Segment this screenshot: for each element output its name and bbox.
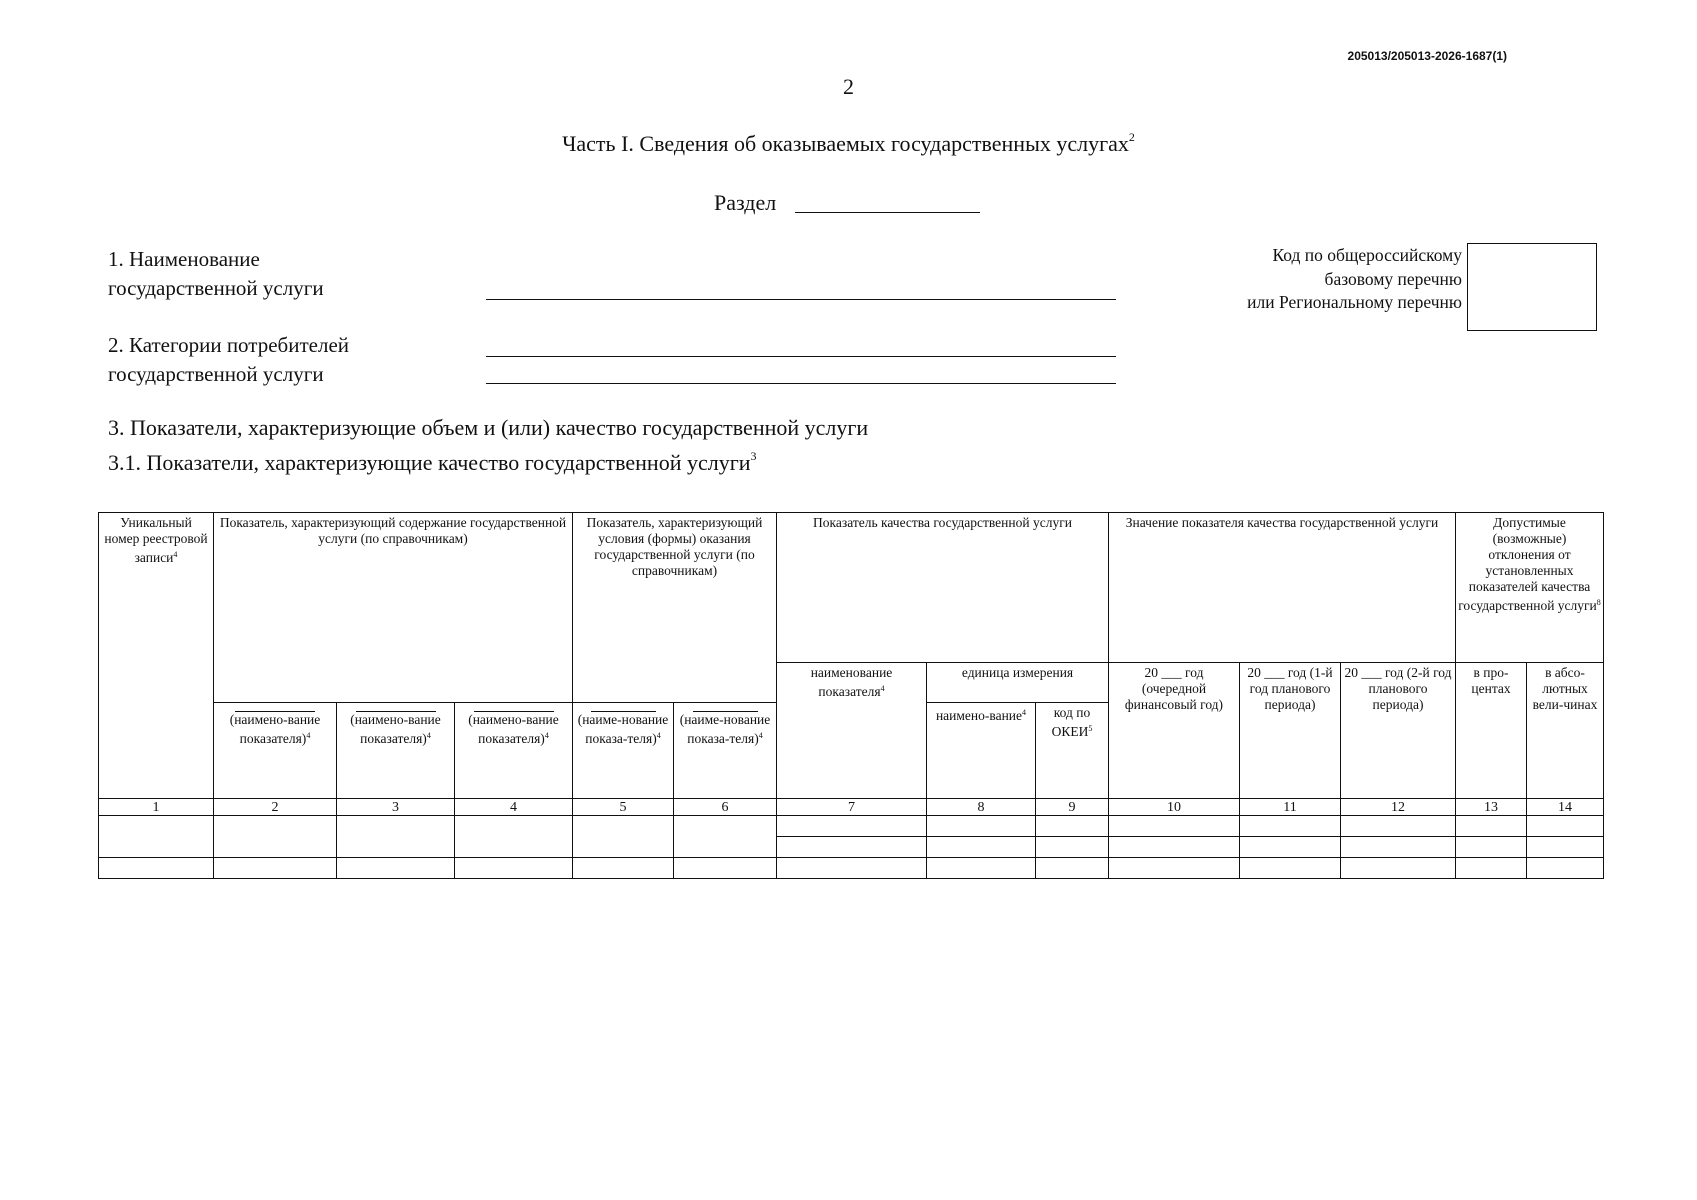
table-cell[interactable] [927, 837, 1036, 858]
table-cell[interactable] [214, 816, 337, 858]
section31-title [108, 449, 757, 476]
table-cell[interactable] [214, 858, 337, 879]
col-number: 5 [573, 799, 674, 816]
table-cell[interactable] [573, 816, 674, 858]
table-cell[interactable] [1527, 858, 1604, 879]
col-number: 7 [777, 799, 927, 816]
section-label: Раздел [714, 190, 777, 215]
table-cell[interactable] [99, 816, 214, 858]
col-number: 10 [1109, 799, 1240, 816]
field-service-name-label [108, 245, 324, 303]
table-cell[interactable] [1240, 858, 1341, 879]
code-label [1247, 244, 1462, 315]
header-absolute: в абсо-лютных вели-чинах [1527, 663, 1604, 799]
section3-title: 3. Показатели, характеризующие объем и (или) качество государственной услуги [108, 415, 869, 440]
table-cell[interactable] [777, 858, 927, 879]
header-year-current: 20 ___ год (очередной финансовый год) [1109, 663, 1240, 799]
table-cell[interactable] [1341, 837, 1456, 858]
part-title [0, 130, 1697, 157]
col-number: 8 [927, 799, 1036, 816]
header-indicator-name: наименование показателя$^4$ [777, 663, 927, 799]
col-number: 2 [214, 799, 337, 816]
field-service-name-line1: 1. Наименование [108, 247, 260, 271]
field-service-name-line2: государственной услуги [108, 276, 324, 300]
part-title-footnote: 2 [1128, 130, 1135, 144]
section31-footnote: 3 [750, 449, 757, 463]
table-cell[interactable] [1456, 858, 1527, 879]
col-number: 14 [1527, 799, 1604, 816]
quality-indicators-table [98, 512, 1604, 879]
header-quality-value: Значение показателя качества государственной услуги [1109, 513, 1456, 663]
col-number: 11 [1240, 799, 1341, 816]
table-cell[interactable] [573, 858, 674, 879]
header-content-sub-2: (наимено-вание показателя)$^4$ [337, 703, 455, 799]
table-cell[interactable] [777, 837, 927, 858]
table-cell[interactable] [337, 858, 455, 879]
page-number: 2 [843, 74, 854, 99]
code-label-line2: базовому перечню [1324, 268, 1462, 289]
field-consumers-label [108, 331, 349, 389]
col-number: 3 [337, 799, 455, 816]
section31-title-text: 3.1. Показатели, характеризующие качество государственной услуги [108, 450, 751, 475]
table-cell[interactable] [1036, 816, 1109, 837]
table-cell[interactable] [674, 816, 777, 858]
field-consumers-line2: государственной услуги [108, 362, 324, 386]
table-cell[interactable] [1109, 858, 1240, 879]
col-number: 12 [1341, 799, 1456, 816]
col-number: 1 [99, 799, 214, 816]
header-unique-number: Уникальный номер реестровой записи$^4$ [99, 513, 214, 799]
header-content-sub-1: (наимено-вание показателя)$^4$ [214, 703, 337, 799]
header-quality-indicator: Показатель качества государственной услуги [777, 513, 1109, 663]
code-label-line3: или Региональному перечню [1247, 292, 1462, 312]
table-cell[interactable] [1240, 837, 1341, 858]
header-content-sub-3: (наимено-вание показателя)$^4$ [455, 703, 573, 799]
document-number: 205013/205013-2026-1687(1) [1347, 49, 1507, 63]
table-cell[interactable] [1527, 816, 1604, 837]
table-cell[interactable] [927, 816, 1036, 837]
col-number: 4 [455, 799, 573, 816]
table-cell[interactable] [1036, 837, 1109, 858]
table-cell[interactable] [1240, 816, 1341, 837]
table-cell[interactable] [927, 858, 1036, 879]
table-cell[interactable] [337, 816, 455, 858]
code-label-line1: Код по общероссийскому [1272, 245, 1462, 265]
header-deviations: Допустимые (возможные) отклонения от установленных показателей качества государственной услуги$^8$ [1456, 513, 1604, 663]
table-cell[interactable] [1109, 816, 1240, 837]
header-year-plan1: 20 ___ год (1-й год планового периода) [1240, 663, 1341, 799]
consumers-field-line2[interactable] [486, 383, 1116, 384]
table-cell[interactable] [1456, 837, 1527, 858]
col-number: 13 [1456, 799, 1527, 816]
header-unit-code: код по ОКЕИ$^5$ [1036, 703, 1109, 799]
table-cell[interactable] [777, 816, 927, 837]
table-cell[interactable] [1036, 858, 1109, 879]
table-cell[interactable] [1456, 816, 1527, 837]
header-year-plan2: 20 ___ год (2-й год планового периода) [1341, 663, 1456, 799]
table-cell[interactable] [99, 858, 214, 879]
table-cell[interactable] [455, 816, 573, 858]
col-number: 6 [674, 799, 777, 816]
code-box[interactable] [1467, 243, 1597, 331]
service-name-field[interactable] [486, 299, 1116, 300]
table-cell[interactable] [1341, 858, 1456, 879]
table-cell[interactable] [674, 858, 777, 879]
header-percent: в про-центах [1456, 663, 1527, 799]
header-content-indicator: Показатель, характеризующий содержание государственной услуги (по справочникам) [214, 513, 573, 703]
table-cell[interactable] [1527, 837, 1604, 858]
col-number: 9 [1036, 799, 1109, 816]
part-title-text: Часть I. Сведения об оказываемых государственных услугах [562, 131, 1129, 156]
header-unit-name: наимено-вание$^4$ [927, 703, 1036, 799]
header-conditions-sub-2: (наиме-нование показа-теля)$^4$ [674, 703, 777, 799]
field-consumers-line1: 2. Категории потребителей [108, 333, 349, 357]
table-cell[interactable] [455, 858, 573, 879]
table-cell[interactable] [1341, 816, 1456, 837]
section-number-field[interactable] [795, 212, 980, 213]
table-cell[interactable] [1109, 837, 1240, 858]
header-unit: единица измерения [927, 663, 1109, 703]
consumers-field-line1[interactable] [486, 356, 1116, 357]
header-conditions-sub-1: (наиме-нование показа-теля)$^4$ [573, 703, 674, 799]
header-conditions-indicator: Показатель, характеризующий условия (формы) оказания государственной услуги (по справочникам) [573, 513, 777, 703]
